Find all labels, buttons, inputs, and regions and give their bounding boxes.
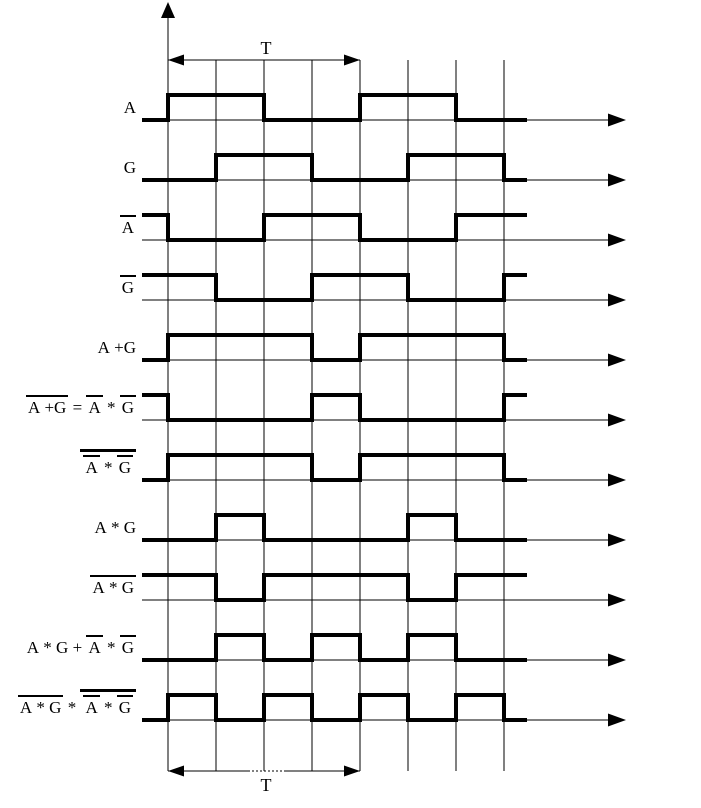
time-axis-arrow-icon-a-or-g	[608, 354, 626, 367]
waveform-a-nor-g	[142, 395, 527, 420]
waveform-xnor	[142, 635, 527, 660]
term: *	[63, 698, 81, 718]
term: A * G	[94, 518, 136, 538]
negated-term: G	[120, 635, 136, 657]
time-axis-arrow-icon-a-and-g	[608, 534, 626, 547]
time-axis-arrow-icon-a-nor-g	[608, 414, 626, 427]
waveform-g	[142, 155, 527, 180]
time-axis-arrow-icon-g-bar	[608, 294, 626, 307]
time-axis-arrow-icon-xnor	[608, 654, 626, 667]
dimension-arrow-left-icon	[168, 766, 184, 777]
period-label-top: T	[260, 38, 272, 58]
term: =	[68, 398, 87, 418]
negated-term: G	[117, 455, 133, 477]
time-axis-arrow-icon-a-bar	[608, 234, 626, 247]
negated-term: A	[120, 215, 136, 237]
dimension-arrow-right-icon	[344, 766, 360, 777]
y-axis-arrow-icon	[161, 2, 175, 18]
term: A	[123, 98, 136, 118]
time-axis-arrow-icon-xor	[608, 714, 626, 727]
waveform-g-bar	[142, 275, 527, 300]
dimension-arrow-left-icon	[168, 55, 184, 66]
term: *	[102, 398, 120, 418]
time-axis-arrow-icon-a	[608, 114, 626, 127]
negated-term: A	[83, 455, 99, 477]
negated-term: A * G	[90, 575, 136, 597]
waveform-a-or-g	[142, 335, 527, 360]
waveform-xor	[142, 695, 527, 720]
period-label-bottom: T	[260, 775, 272, 795]
term: *	[99, 698, 117, 718]
negated-term: G	[117, 695, 133, 717]
time-axis-arrow-icon-a-nand-g	[608, 594, 626, 607]
negated-term: G	[120, 275, 136, 297]
waveform-a-bar	[142, 215, 527, 240]
negated-term: A	[86, 635, 102, 657]
negated-term: A	[86, 395, 102, 417]
term: *	[99, 458, 117, 478]
term: A +G	[97, 338, 136, 358]
waveform-a-and-g	[142, 515, 527, 540]
negated-term: A	[83, 695, 99, 717]
term: G	[123, 158, 136, 178]
waveform-a-nand-g	[142, 575, 527, 600]
negated-term: G	[120, 395, 136, 417]
term: *	[102, 638, 120, 658]
term: A * G +	[26, 638, 87, 658]
dimension-arrow-right-icon	[344, 55, 360, 66]
waveform-a	[142, 95, 527, 120]
time-axis-arrow-icon-g	[608, 174, 626, 187]
waveform-not-abar-and-gbar	[142, 455, 527, 480]
time-axis-arrow-icon-not-abar-and-gbar	[608, 474, 626, 487]
negated-term: A * G	[18, 695, 64, 717]
negated-term: A +G	[26, 395, 68, 417]
